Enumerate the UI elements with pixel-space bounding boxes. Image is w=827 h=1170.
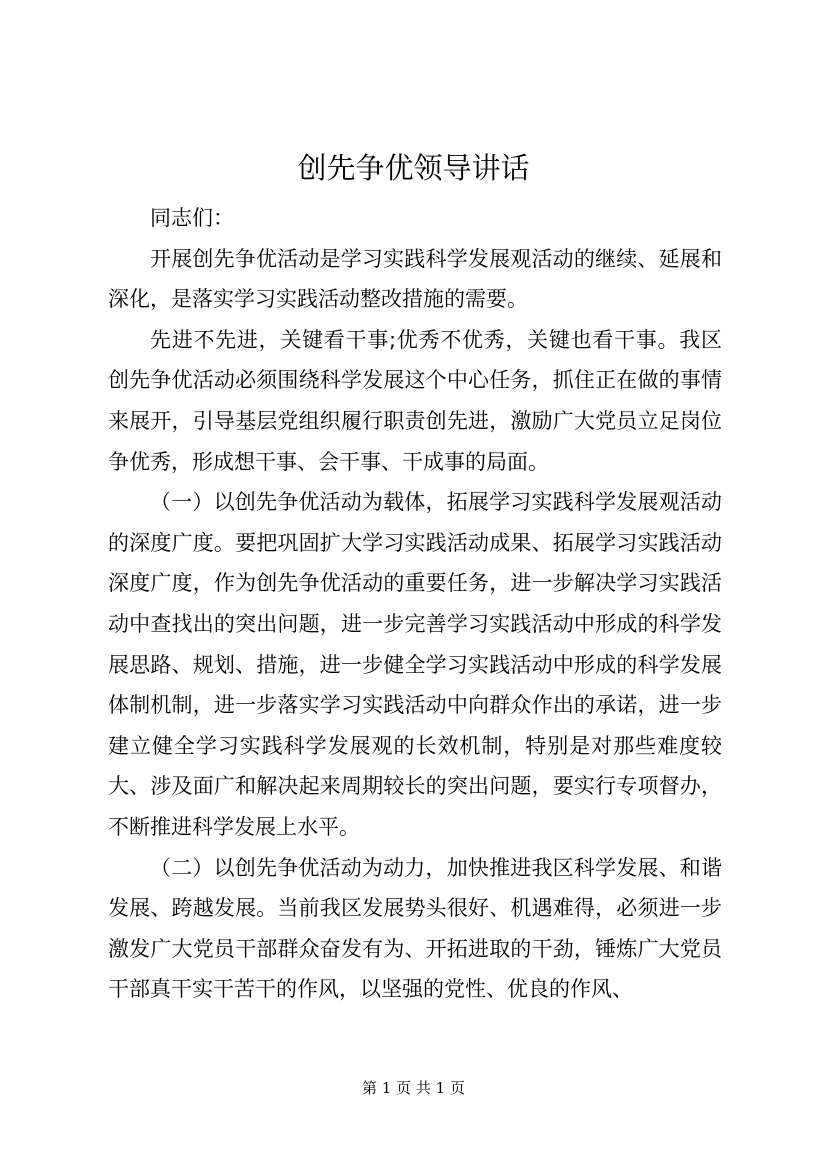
greeting: 同志们： xyxy=(150,206,234,230)
document-body xyxy=(108,198,722,1010)
paragraph-3: （一）以创先争优活动为载体，拓展学习实践科学发展观活动的深度广度。要把巩固扩大学习实践活动成果、拓展学习实践活动深度广度，作为创先争优活动的重要任务，进一步解决学习实践活动中查找出的突出问题，进一步完善学习实践活动中形成的科学发展思路、规划、措施，进一步健全学习实践活动中形成的科学发展体制机制，进一步落实学习实践活动中向群众作出的承诺，进一步建立健全学习实践科学发展观的长效机制，特别是对那些难度较大、涉及面广和解决起来周期较长的突出问题，要实行专项督办，不断推进科学发展上水平。 xyxy=(108,490,722,839)
paragraph-4: （二）以创先争优活动为动力，加快推进我区科学发展、和谐发展、跨越发展。当前我区发展势头很好、机遇难得，必须进一步激发广大党员干部群众奋发有为、开拓进取的干劲，锤炼广大党员干部真干实干苦干的作风，以坚强的党性、优良的作风、 xyxy=(108,855,722,1002)
document-title: 创先争优领导讲话 xyxy=(297,151,530,185)
paragraph-2: 先进不先进，关键看干事;优秀不优秀，关键也看干事。我区创先争优活动必须围绕科学发展这个中心任务，抓住正在做的事情来展开，引导基层党组织履行职责创先进，激励广大党员立足岗位争优秀，形成想干事、会干事、干成事的局面。 xyxy=(108,327,722,474)
paragraph-1: 开展创先争优活动是学习实践科学发展观活动的继续、延展和深化，是落实学习实践活动整改措施的需要。 xyxy=(108,246,722,312)
page-footer: 第 1 页 共 1 页 xyxy=(362,1079,465,1097)
